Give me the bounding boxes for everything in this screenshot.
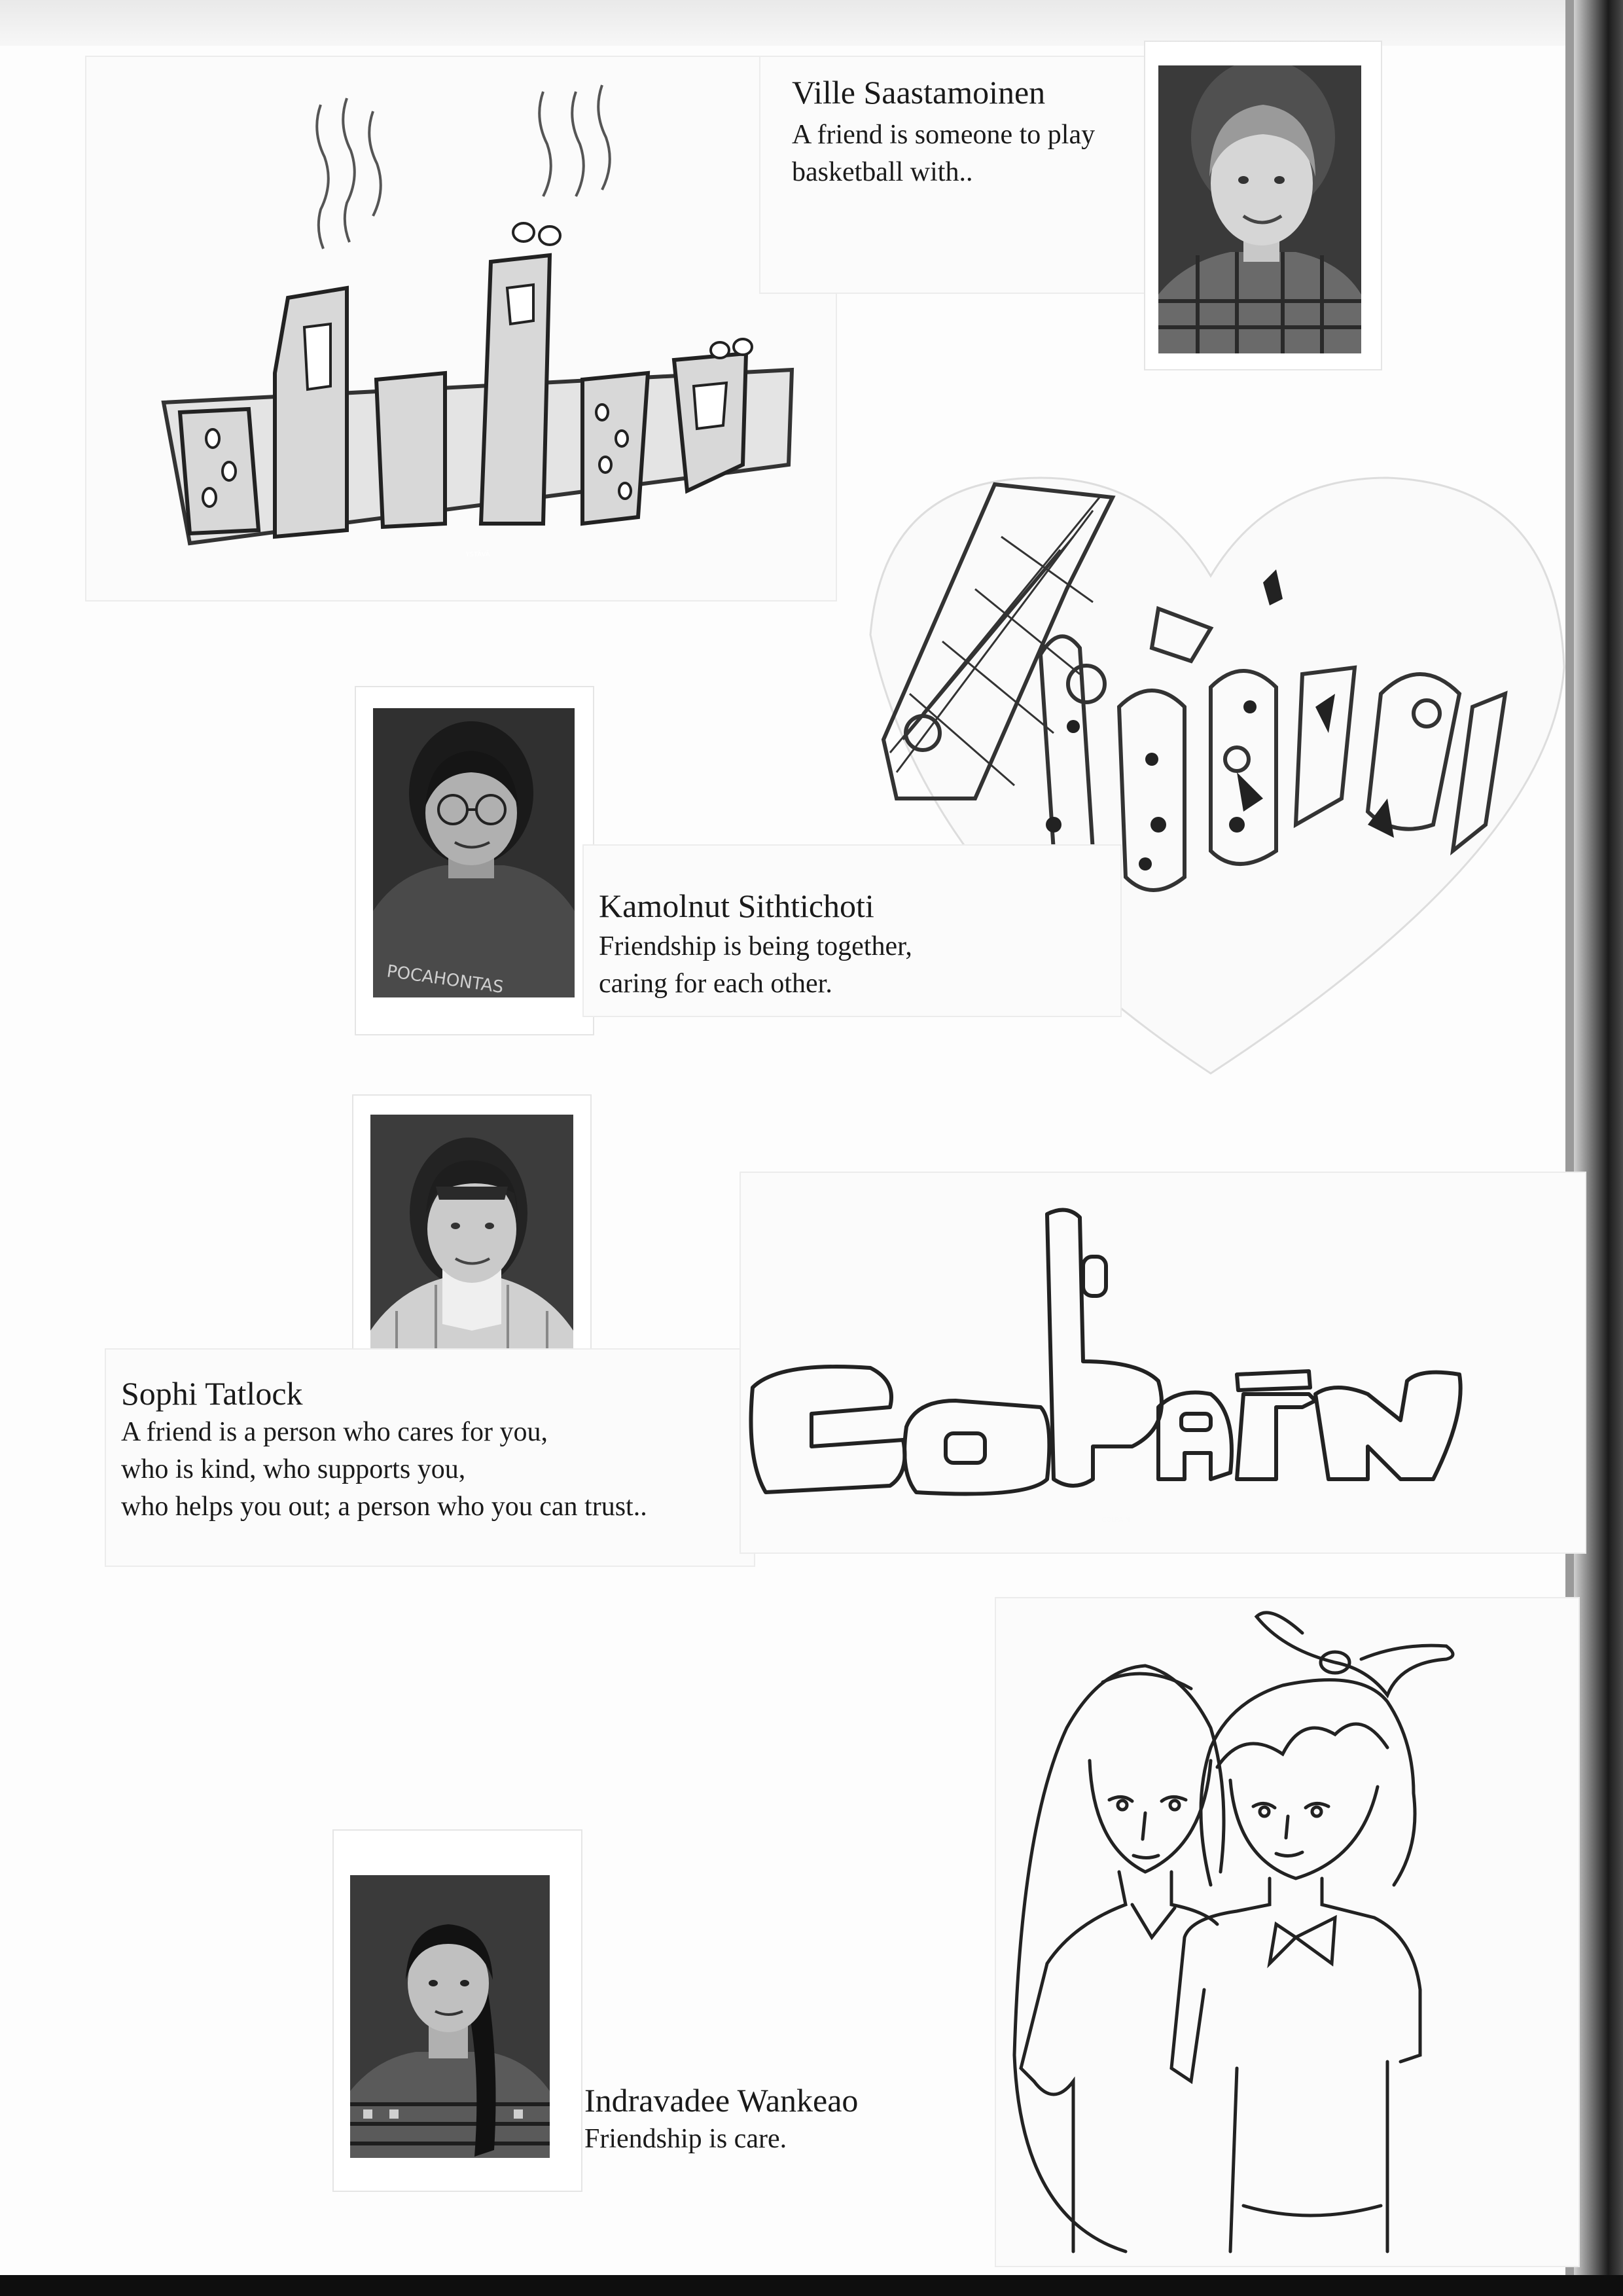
entry-quote-indravadee xyxy=(584,2121,787,2158)
entry-name-indravadee: Indravadee Wankeao xyxy=(584,2082,859,2119)
quote-line: Friendship is care. xyxy=(584,2124,787,2154)
quote-line: basketball with.. xyxy=(792,157,973,187)
two-friends-drawing xyxy=(995,1597,1577,2265)
indravadee-portrait-photo xyxy=(350,1875,550,2158)
entry-quote-sophi xyxy=(121,1414,647,1526)
book-spine xyxy=(1574,0,1623,2296)
ystava-drawing xyxy=(151,72,818,569)
kamolnut-portrait-photo xyxy=(373,708,575,997)
page-top-shadow xyxy=(0,0,1571,46)
entry-quote-kamolnut xyxy=(599,928,912,1003)
entry-name-kamolnut: Kamolnut Sithtichoti xyxy=(599,888,874,924)
quote-line: caring for each other. xyxy=(599,969,832,999)
colpain-drawing xyxy=(740,1198,1492,1525)
page-bottom-edge xyxy=(0,2275,1623,2296)
shirt-text: POCAHONTAS xyxy=(385,961,505,997)
ystava-word: YSTÄVÄ xyxy=(465,551,490,558)
entry-name-sophi: Sophi Tatlock xyxy=(121,1375,303,1412)
ville-portrait-photo xyxy=(1158,65,1361,353)
entry-quote-ville xyxy=(792,117,1095,191)
entry-name-ville: Ville Saastamoinen xyxy=(792,74,1046,111)
quote-line: who is kind, who supports you, xyxy=(121,1454,466,1484)
quote-line: A friend is someone to play xyxy=(792,120,1096,150)
quote-line: who helps you out; a person who you can trust.. xyxy=(121,1492,647,1522)
quote-line: Friendship is being together, xyxy=(599,931,912,961)
quote-line: A friend is a person who cares for you, xyxy=(121,1417,548,1447)
colpain-word: COLPAIN xyxy=(1101,1516,1130,1524)
